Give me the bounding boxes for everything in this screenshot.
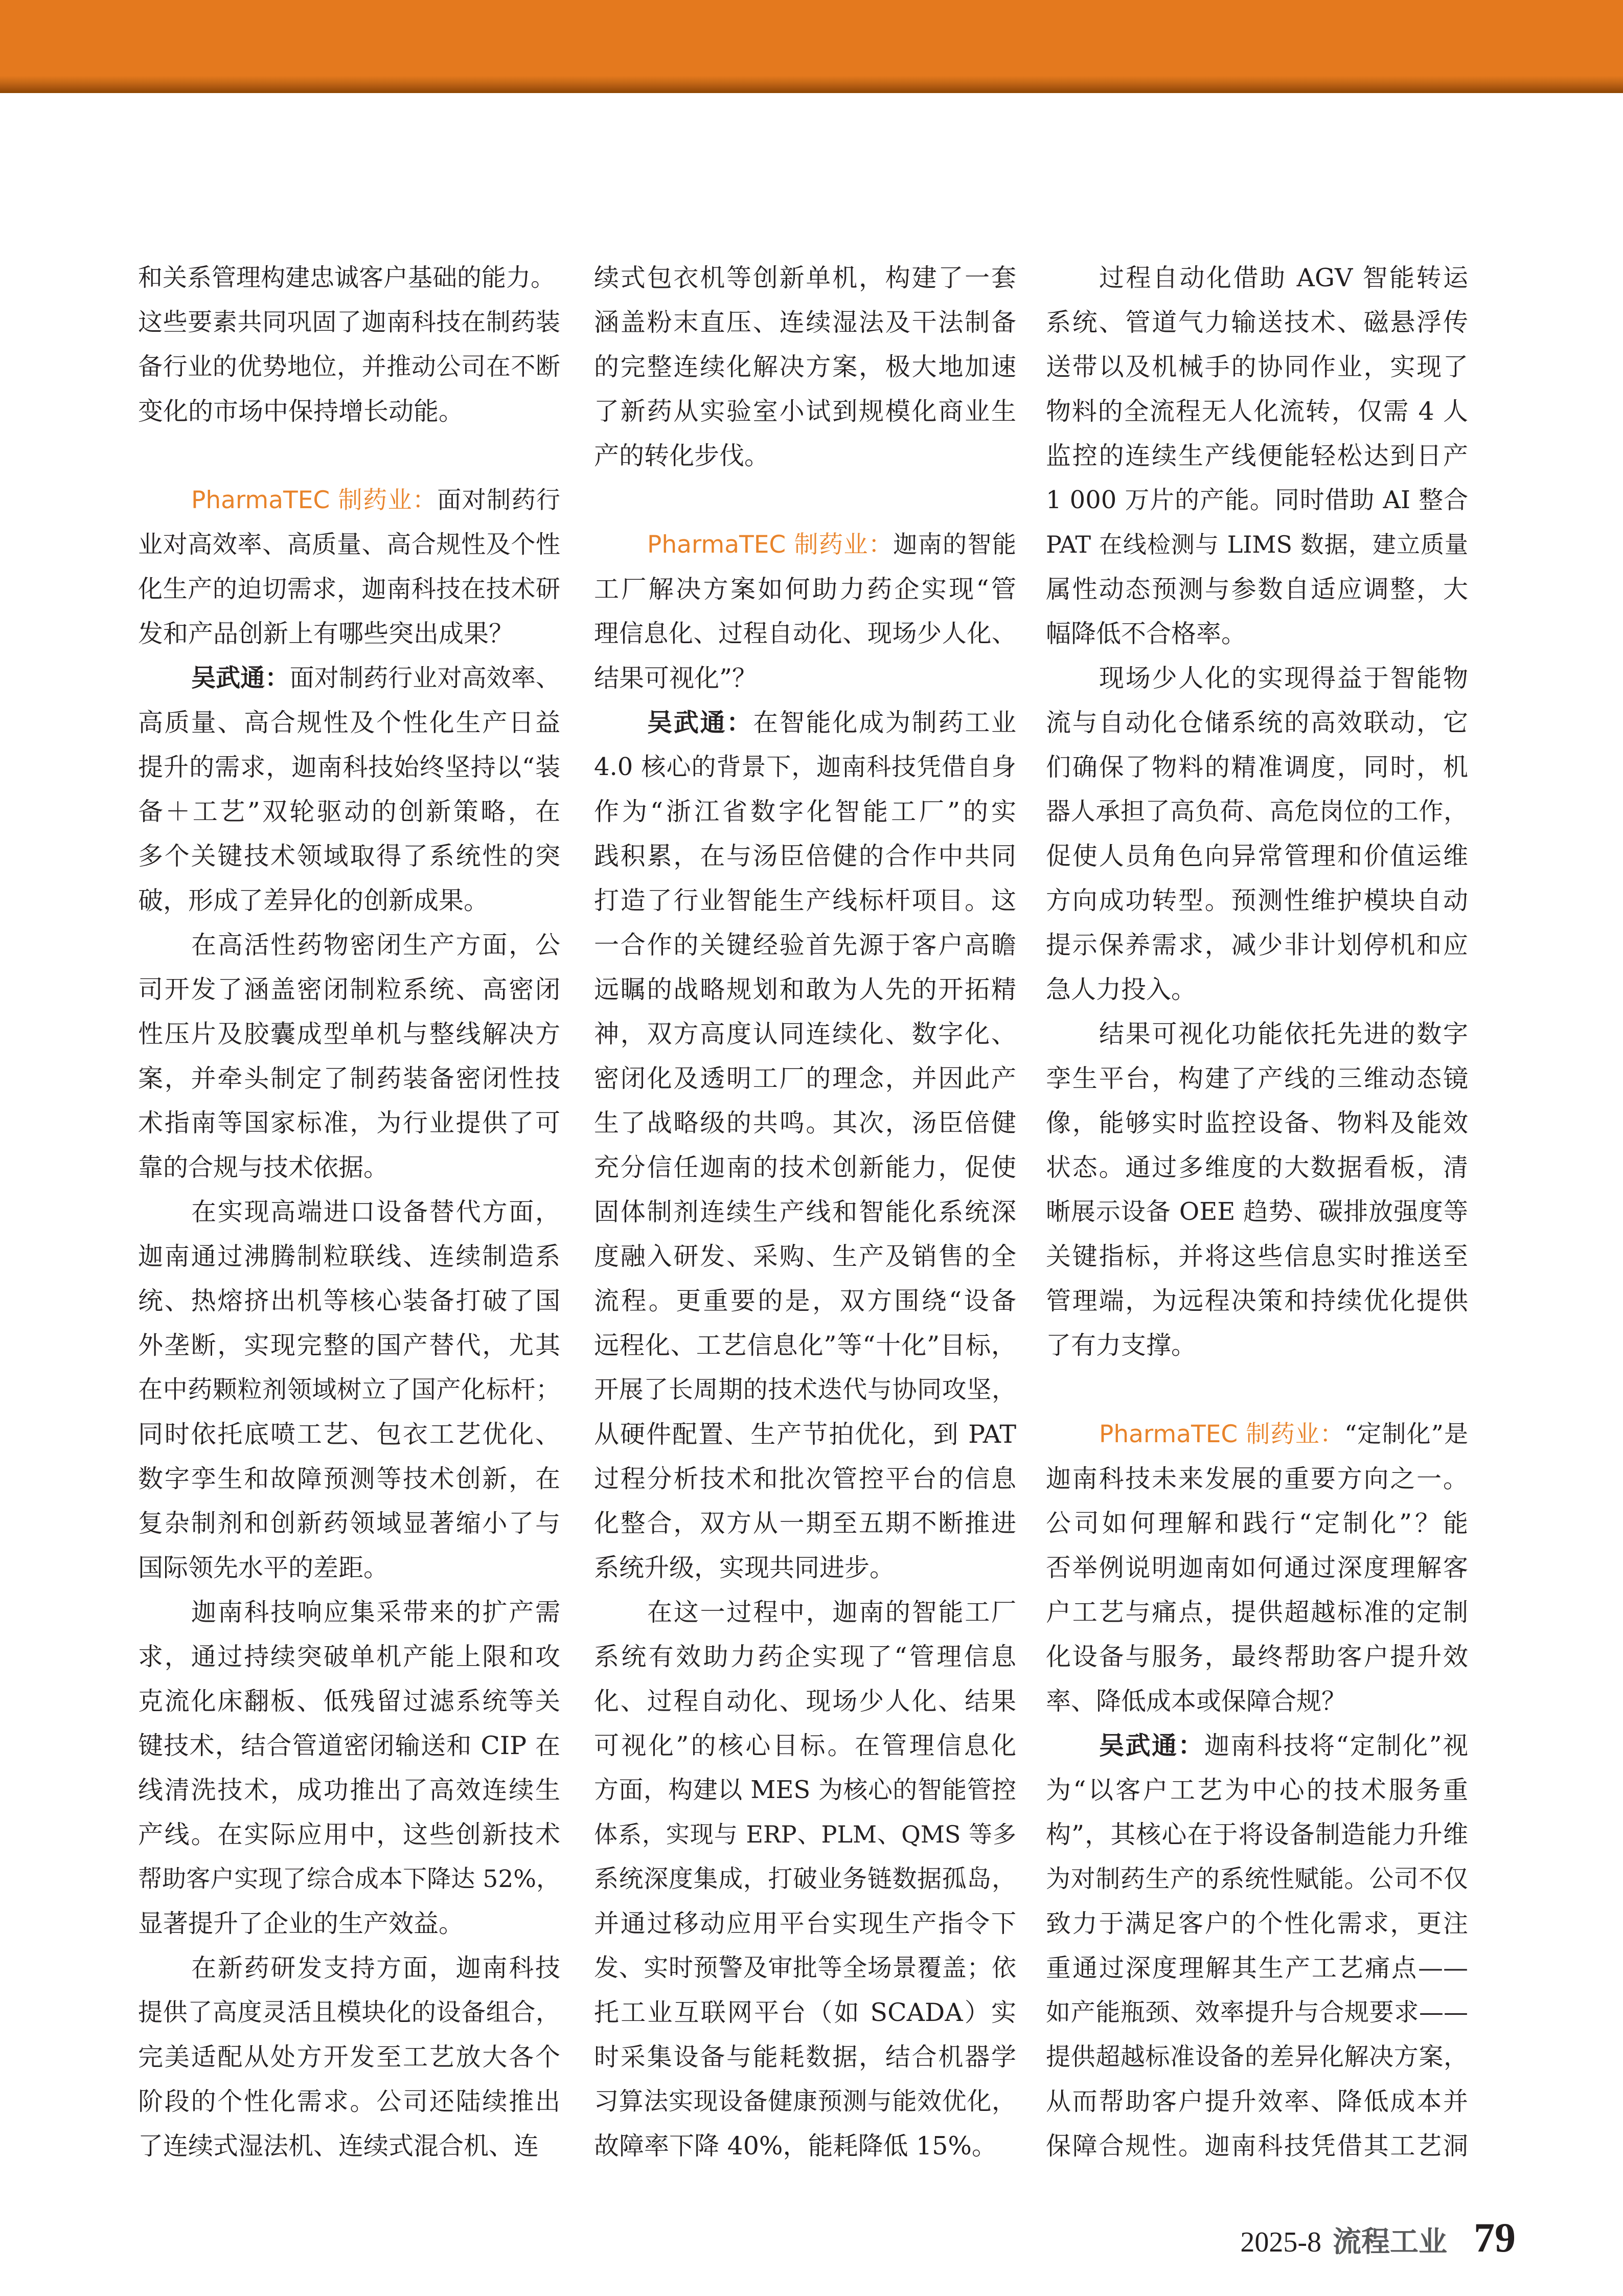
text-line: 促使人员角色向异常管理和价值运维 — [1046, 842, 1468, 871]
text-line: 固体制剂连续生产线和智能化系统深 — [594, 1197, 1016, 1226]
text-line: 案，并牵头制定了制药装备密闭性技 — [138, 1064, 560, 1093]
text-line: 涵盖粉末直压、连续湿法及干法制备 — [594, 308, 1016, 337]
text-line: 否举例说明迦南如何通过深度理解客 — [1046, 1553, 1468, 1582]
interview-question — [594, 522, 1016, 567]
text-line: 体系，实现与 ERP、PLM、QMS 等多 — [594, 1821, 1016, 1848]
text-line: 致力于满足客户的个性化需求，更注 — [1046, 1909, 1468, 1938]
text-line: 生了战略级的共鸣。其次，汤臣倍健 — [594, 1108, 1016, 1138]
text-line: 保障合规性。迦南科技凭借其工艺洞 — [1046, 2131, 1468, 2161]
text-line: 密闭化及透明工厂的理念，并因此产 — [594, 1064, 1016, 1093]
text-line: 完美适配从处方开发至工艺放大各个 — [138, 2042, 560, 2072]
text-line: 迦南科技未来发展的重要方向之一。 — [1046, 1464, 1468, 1493]
text-line: 为对制药生产的系统性赋能。公司不仅 — [1046, 1865, 1468, 1893]
text-line: 器人承担了高负荷、高危岗位的工作， — [1046, 797, 1468, 826]
text-line: 结果可视化”？ — [594, 664, 758, 693]
text-line: 迦南科技响应集采带来的扩产需 — [191, 1598, 560, 1627]
page-footer — [1240, 2214, 1516, 2261]
text-line: “定制化”是 — [1344, 1420, 1468, 1448]
text-line: 在高活性药物密闭生产方面，公 — [191, 930, 560, 960]
text-line: 送带以及机械手的协同作业，实现了 — [1046, 352, 1468, 381]
text-line: 理信息化、过程自动化、现场少人化、 — [594, 619, 1016, 648]
magazine-name: 流程工业 — [1333, 2225, 1447, 2259]
text-line: 在新药研发支持方面，迦南科技 — [191, 1953, 560, 1983]
text-line: 结果可视化功能依托先进的数字 — [1099, 1019, 1468, 1049]
text-line: 化生产的迫切需求，迦南科技在技术研 — [138, 575, 560, 603]
text-line: 们确保了物料的精准调度，同时，机 — [1046, 753, 1468, 782]
page-number: 79 — [1474, 2214, 1516, 2261]
text-line: 发和产品创新上有哪些突出成果？ — [138, 619, 514, 648]
article-column-left — [138, 256, 560, 2168]
text-line: 率、降低成本或保障合规？ — [1046, 1687, 1347, 1716]
text-line: 了连续式湿法机、连续式混合机、连 — [138, 2131, 539, 2161]
text-line: 流与自动化仓储系统的高效联动，它 — [1046, 708, 1468, 737]
text-line: 化设备与服务，最终帮助客户提升效 — [1046, 1642, 1468, 1671]
text-line: 键技术，结合管道密闭输送和 CIP 在 — [138, 1731, 560, 1760]
text-line: 方向成功转型。预测性维护模块自动 — [1046, 886, 1468, 915]
speaker-tag: 吴武通： — [647, 708, 753, 737]
text-line: 续式包衣机等创新单机，构建了一套 — [594, 263, 1016, 292]
text-line: 作为“浙江省数字化智能工厂”的实 — [594, 797, 1016, 826]
text-line: 国际领先水平的差距。 — [138, 1553, 389, 1582]
interview-question — [138, 478, 560, 522]
text-line: 化、过程自动化、现场少人化、结果 — [594, 1687, 1016, 1716]
interviewer-tag: PharmaTEC 制药业： — [1099, 1420, 1345, 1448]
text-line: 显著提升了企业的生产效益。 — [138, 1909, 464, 1938]
text-line: 业对高效率、高质量、高合规性及个性 — [138, 530, 560, 559]
text-line: 化整合，双方从一期至五期不断推进 — [594, 1509, 1016, 1538]
text-line: 1 000 万片的产能。同时借助 AI 整合 — [1046, 486, 1468, 514]
text-line: 在智能化成为制药工业 — [753, 708, 1016, 737]
interview-question — [1046, 1412, 1468, 1457]
text-line: 系统升级，实现共同进步。 — [594, 1553, 895, 1582]
text-line: 了有力支撑。 — [1046, 1331, 1197, 1360]
text-line: 远瞩的战略规划和敢为人先的开拓精 — [594, 975, 1016, 1004]
text-line: 打造了行业智能生产线标杆项目。这 — [594, 886, 1016, 915]
speaker-tag: 吴武通： — [191, 664, 290, 692]
text-line: 备行业的优势地位，并推动公司在不断 — [138, 352, 560, 381]
text-line: 面对制药行 — [437, 486, 560, 514]
text-line: 高质量、高合规性及个性化生产日益 — [138, 708, 560, 737]
text-line: 一合作的关键经验首先源于客户高瞻 — [594, 930, 1016, 960]
text-line: 面对制药行业对高效率、 — [289, 664, 560, 692]
text-line: 这些要素共同巩固了迦南科技在制药装 — [138, 308, 560, 336]
text-line: 现场少人化的实现得益于智能物 — [1099, 664, 1468, 693]
text-line: 系统深度集成，打破业务链数据孤岛， — [594, 1865, 1016, 1893]
paragraph-gap — [594, 478, 1016, 522]
text-line: 系统有效助力药企实现了“管理信息 — [594, 1642, 1016, 1671]
text-line: 远程化、工艺信息化”等“十化”目标， — [594, 1331, 1016, 1360]
paragraph-gap — [138, 434, 560, 478]
text-line: 构”，其核心在于将设备制造能力升维 — [1046, 1820, 1468, 1849]
interviewer-tag: PharmaTEC 制药业： — [191, 486, 438, 514]
text-line: 线清洗技术，成功推出了高效连续生 — [138, 1776, 560, 1805]
text-line: 数字孪生和故障预测等技术创新，在 — [138, 1464, 560, 1493]
text-line: 如产能瓶颈、效率提升与合规要求—— — [1046, 1998, 1468, 2027]
text-line: 帮助客户实现了综合成本下降达 52%， — [138, 1865, 560, 1893]
text-line: 属性动态预测与参数自适应调整，大 — [1046, 575, 1468, 604]
text-line: 过程自动化借助 AGV 智能转运 — [1099, 263, 1468, 292]
text-line: 同时依托底喷工艺、包衣工艺优化、 — [138, 1420, 560, 1449]
interview-answer — [138, 656, 560, 700]
text-line: 可视化”的核心目标。在管理信息化 — [594, 1731, 1016, 1760]
text-line: 阶段的个性化需求。公司还陆续推出 — [138, 2087, 560, 2116]
text-line: 工厂解决方案如何助力药企实现“管 — [594, 575, 1016, 604]
text-line: 状态。通过多维度的大数据看板，清 — [1046, 1153, 1468, 1182]
text-line: 在这一过程中，迦南的智能工厂 — [647, 1598, 1016, 1627]
text-line: 过程分析技术和批次管控平台的信息 — [594, 1464, 1016, 1493]
speaker-tag: 吴武通： — [1099, 1731, 1204, 1760]
text-line: 践积累，在与汤臣倍健的合作中共同 — [594, 842, 1016, 871]
text-line: 提升的需求，迦南科技始终坚持以“装 — [138, 753, 560, 782]
text-line: 从硬件配置、生产节拍优化，到 PAT — [594, 1420, 1016, 1449]
text-line: 提供超越标准设备的差异化解决方案， — [1046, 2042, 1468, 2071]
text-line: 术指南等国家标准，为行业提供了可 — [138, 1108, 560, 1138]
text-line: 产线。在实际应用中，这些创新技术 — [138, 1820, 560, 1849]
text-line: PAT 在线检测与 LIMS 数据，建立质量 — [1046, 531, 1468, 558]
text-line: 流程。更重要的是，双方围绕“设备 — [594, 1286, 1016, 1315]
text-line: 管理端，为远程决策和持续优化提供 — [1046, 1286, 1468, 1315]
paragraph-gap — [1046, 1368, 1468, 1412]
text-line: 方面，构建以 MES 为核心的智能管控 — [594, 1776, 1016, 1804]
text-line: 物料的全流程无人化流转，仅需 4 人 — [1046, 397, 1468, 426]
text-line: 度融入研发、采购、生产及销售的全 — [594, 1242, 1016, 1271]
text-line: 从而帮助客户提升效率、降低成本并 — [1046, 2087, 1468, 2116]
text-line: 在实现高端进口设备替代方面， — [191, 1197, 560, 1226]
text-line: 发、实时预警及审批等全场景覆盖；依 — [594, 1953, 1016, 1982]
text-line: 4.0 核心的背景下，迦南科技凭借自身 — [594, 753, 1016, 781]
text-line: 靠的合规与技术依据。 — [138, 1153, 389, 1182]
text-line: 外垄断，实现完整的国产替代，尤其 — [138, 1331, 560, 1360]
text-line: 提示保养需求，减少非计划停机和应 — [1046, 930, 1468, 960]
text-line: 迦南通过沸腾制粒联线、连续制造系 — [138, 1242, 560, 1271]
text-line: 时采集设备与能耗数据，结合机器学 — [594, 2042, 1016, 2072]
text-line: 的完整连续化解决方案，极大地加速 — [594, 352, 1016, 381]
text-line: 监控的连续生产线便能轻松达到日产 — [1046, 441, 1468, 470]
text-line: 备＋工艺”双轮驱动的创新策略，在 — [138, 797, 560, 826]
text-line: 产的转化步伐。 — [594, 441, 770, 470]
text-line: 多个关键技术领域取得了系统性的突 — [138, 842, 560, 871]
text-line: 神，双方高度认同连续化、数字化、 — [594, 1019, 1016, 1049]
text-line: 孪生平台，构建了产线的三维动态镜 — [1046, 1064, 1468, 1093]
article-column-right — [1046, 256, 1468, 2168]
text-line: 司开发了涵盖密闭制粒系统、高密闭 — [138, 975, 560, 1004]
text-line: 户工艺与痛点，提供超越标准的定制 — [1046, 1598, 1468, 1627]
interviewer-tag: PharmaTEC 制药业： — [647, 531, 894, 559]
text-line: 了新药从实验室小试到规模化商业生 — [594, 397, 1016, 426]
text-line: 变化的市场中保持增长动能。 — [138, 397, 464, 426]
text-line: 幅降低不合格率。 — [1046, 619, 1247, 648]
text-line: 公司如何理解和践行“定制化”？能 — [1046, 1509, 1468, 1538]
text-line: 充分信任迦南的技术创新能力，促使 — [594, 1153, 1016, 1182]
text-line: 迦南的智能 — [893, 531, 1016, 559]
header-color-band — [0, 0, 1623, 93]
text-line: 关键指标，并将这些信息实时推送至 — [1046, 1242, 1468, 1271]
text-line: 为“以客户工艺为中心的技术服务重 — [1046, 1776, 1468, 1805]
text-line: 习算法实现设备健康预测与能效优化， — [594, 2087, 1016, 2116]
text-line: 统、热熔挤出机等核心装备打破了国 — [138, 1286, 560, 1315]
text-line: 系统、管道气力输送技术、磁悬浮传 — [1046, 308, 1468, 337]
text-line: 求，通过持续突破单机产能上限和攻 — [138, 1642, 560, 1671]
text-line: 开展了长周期的技术迭代与协同攻坚， — [594, 1375, 1016, 1404]
text-line: 重通过深度理解其生产工艺痛点—— — [1046, 1953, 1468, 1983]
interview-answer — [1046, 1723, 1468, 1768]
text-line: 像，能够实时监控设备、物料及能效 — [1046, 1108, 1468, 1138]
text-line: 和关系管理构建忠诚客户基础的能力。 — [138, 263, 556, 292]
text-line: 克流化床翻板、低残留过滤系统等关 — [138, 1687, 560, 1716]
text-line: 故障率下降 40%，能耗降低 15%。 — [594, 2131, 997, 2161]
issue-number: 2025-8 — [1240, 2226, 1321, 2258]
text-line: 破，形成了差异化的创新成果。 — [138, 886, 489, 915]
text-line: 迦南科技将“定制化”视 — [1204, 1731, 1468, 1760]
article-column-middle — [594, 256, 1016, 2168]
text-line: 提供了高度灵活且模块化的设备组合， — [138, 1998, 560, 2027]
text-line: 急人力投入。 — [1046, 975, 1197, 1004]
text-line: 在中药颗粒剂领域树立了国产化标杆； — [138, 1375, 560, 1404]
text-line: 并通过移动应用平台实现生产指令下 — [594, 1909, 1016, 1938]
text-line: 晰展示设备 OEE 趋势、碳排放强度等 — [1046, 1197, 1468, 1226]
text-line: 性压片及胶囊成型单机与整线解决方 — [138, 1019, 560, 1049]
interview-answer — [594, 700, 1016, 745]
text-line: 复杂制剂和创新药领域显著缩小了与 — [138, 1509, 560, 1538]
text-line: 托工业互联网平台（如 SCADA）实 — [594, 1998, 1016, 2027]
